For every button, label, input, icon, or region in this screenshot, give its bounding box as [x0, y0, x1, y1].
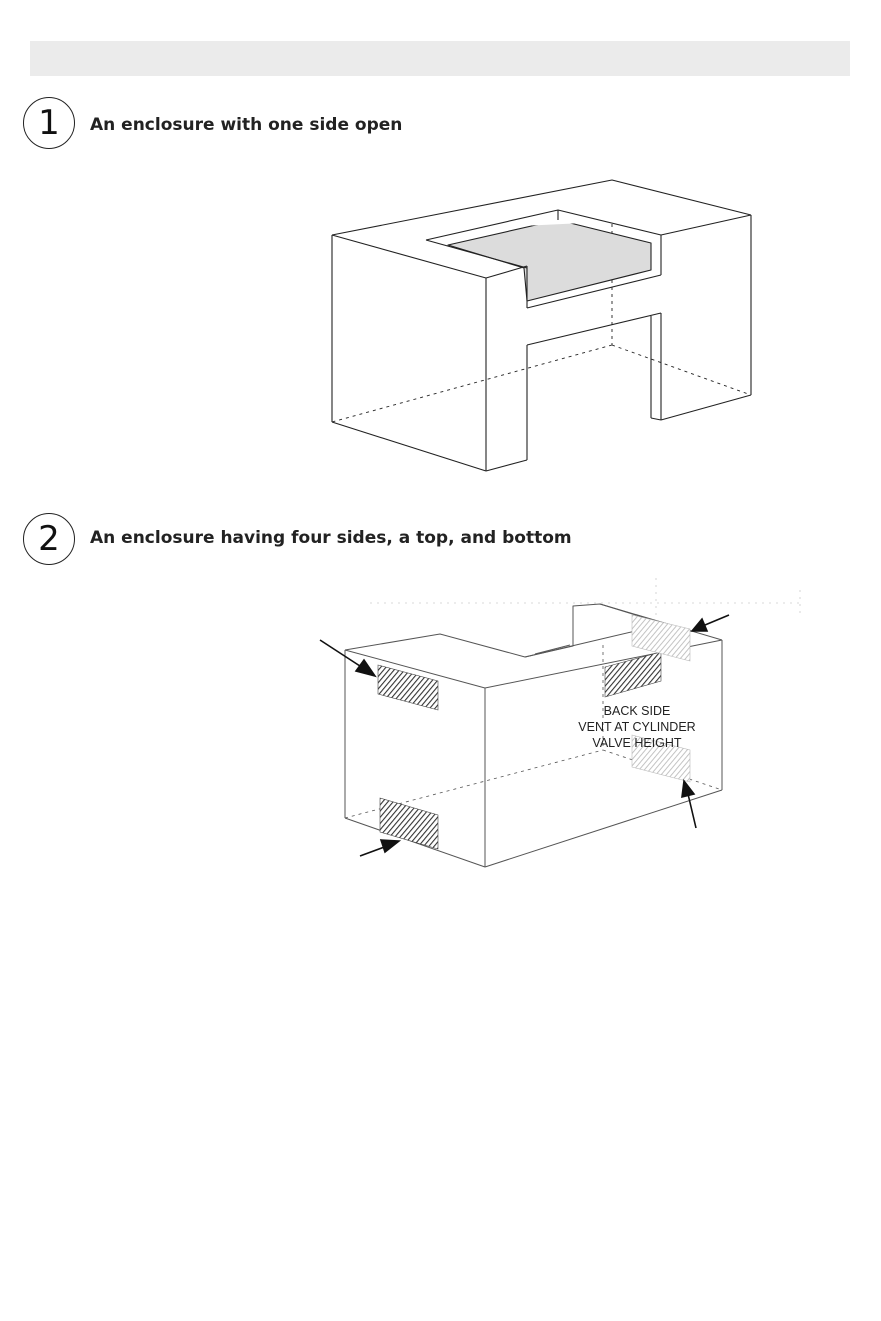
step-2-title: An enclosure having four sides, a top, and bottom — [90, 528, 572, 548]
annotation-line-1: BACK SIDE — [603, 704, 671, 718]
step-1-title: An enclosure with one side open — [90, 115, 403, 135]
annotation-line-2: VENT AT CYLINDER — [578, 720, 696, 734]
step-2-number: 2 — [38, 519, 60, 559]
right-top-vent — [605, 652, 661, 697]
step-1-number: 1 — [38, 103, 60, 143]
front-top-vent — [378, 665, 438, 710]
vent-annotation — [578, 704, 695, 750]
annotation-line-3: VALVE HEIGHT — [592, 736, 682, 750]
diagram-open-enclosure — [332, 180, 751, 471]
